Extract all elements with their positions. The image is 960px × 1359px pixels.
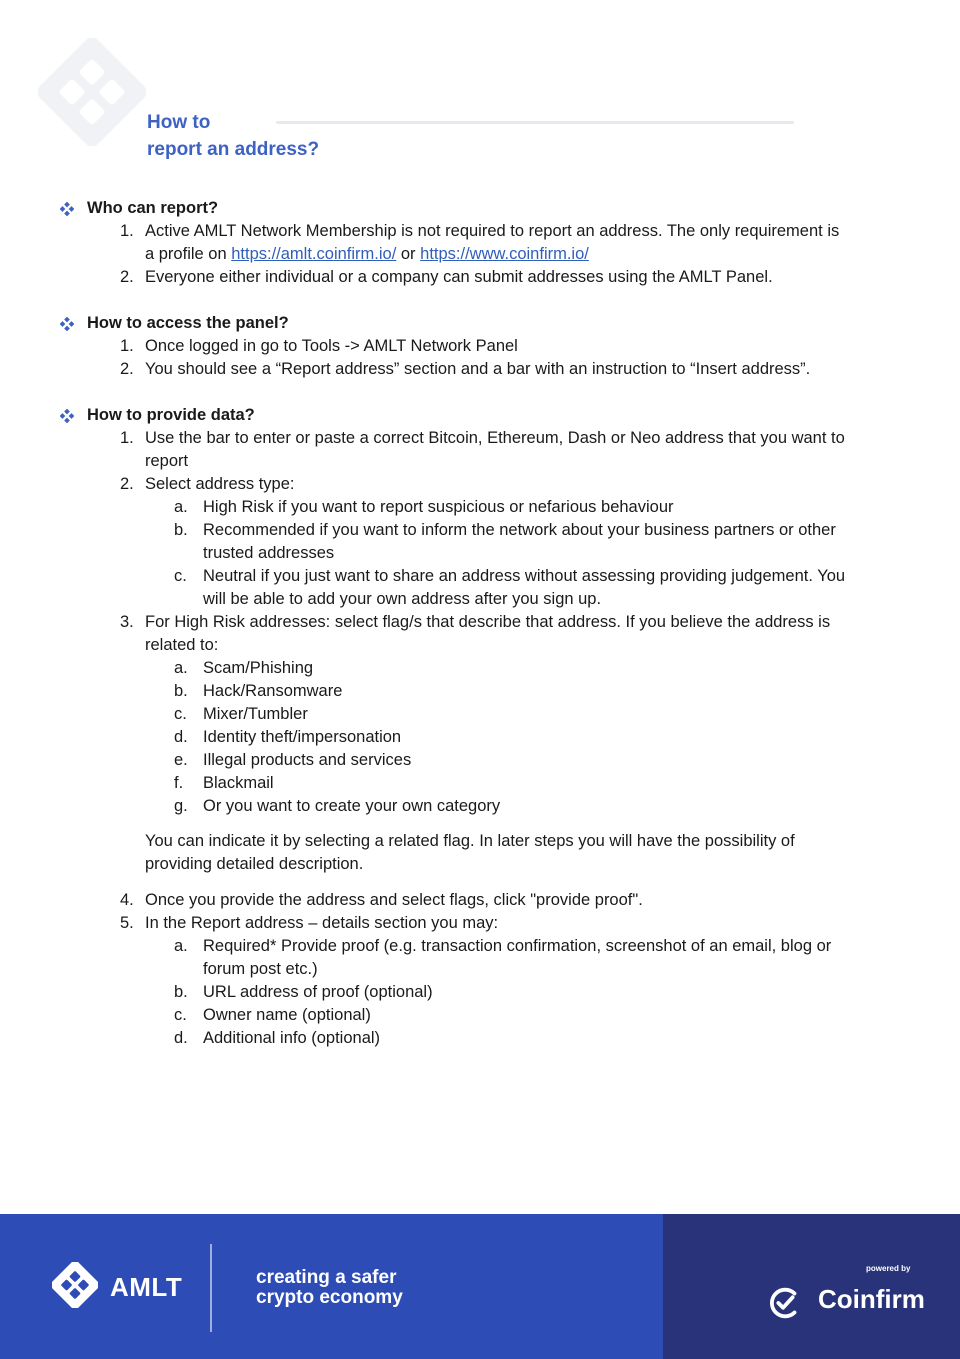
coinfirm-logo-icon [766,1284,804,1322]
list-number: 5. [120,914,134,932]
tagline [256,1268,403,1308]
sub-list-item [60,795,850,818]
sub-list-item [60,657,850,680]
sub-list-text: Recommended if you want to inform the network about your business partners or other trusted addresses [203,521,836,562]
sub-list-text: High Risk if you want to report suspicious or nefarious behaviour [203,498,674,516]
list-item-text: You should see a “Report address” section and a bar with an instruction to “Insert address”. [145,360,811,378]
sub-list-letter: g. [174,797,188,815]
sub-list-item [60,680,850,703]
sub-list-text: Illegal products and services [203,751,412,769]
sub-list-item [60,749,850,772]
sub-list-letter: d. [174,1029,188,1047]
page-title [147,109,319,163]
diamond-cluster-icon [60,409,74,423]
list-item-text: Select address type: [145,475,295,493]
list-number: 2. [120,360,134,378]
list-item [60,912,850,935]
diamond-cluster-icon [60,202,74,216]
sub-list-text: Required* Provide proof (e.g. transaction confirmation, screenshot of an email, blog or forum post etc.) [203,937,832,978]
sub-list-text: Hack/Ransomware [203,682,343,700]
list-item [60,335,850,358]
sub-list-letter: c. [174,1006,187,1024]
sub-list-text: Or you want to create your own category [203,797,501,815]
list-item [60,427,850,473]
list-item [60,266,850,289]
sub-list-letter: b. [174,983,188,1001]
sub-list-letter: c. [174,705,187,723]
powered-by-label: powered by [866,1264,911,1273]
diamond-cluster-icon [60,317,74,331]
document-body [60,197,850,1073]
sub-list-text: Blackmail [203,774,274,792]
sub-list-text: Scam/Phishing [203,659,314,677]
sub-list-text: Neutral if you just want to share an address without assessing providing judgement. You will be able to add your own address after you sign up. [203,567,846,608]
sub-list-text: URL address of proof (optional) [203,983,433,1001]
ordered-list [60,335,850,381]
list-number: 3. [120,613,134,631]
list-item-text: For High Risk addresses: select flag/s that describe that address. If you believe the address is related to: [145,613,831,654]
sub-list-item [60,1027,850,1050]
heading-text: Who can report? [87,199,219,217]
sub-list-item [60,981,850,1004]
sub-list-text: Identity theft/impersonation [203,728,402,746]
sub-list-text: Owner name (optional) [203,1006,371,1024]
sub-list-item [60,726,850,749]
list-number: 1. [120,222,134,240]
tagline-line-2: crypto economy [256,1287,403,1308]
list-item-text: Use the bar to enter or paste a correct Bitcoin, Ethereum, Dash or Neo address that you want to report [145,429,845,470]
ordered-list [60,427,850,1050]
amlt-profile-link[interactable]: https://amlt.coinfirm.io/ [231,245,397,263]
list-item [60,889,850,912]
title-line-2: report an address? [147,139,320,160]
sub-list-letter: e. [174,751,188,769]
list-item [60,611,850,657]
list-number: 2. [120,268,134,286]
list-item-text: Active AMLT Network Membership is not required to report an address. The only requirement is a profile on [145,222,840,263]
watermark-logo-icon [38,38,146,146]
footer-divider [210,1244,212,1332]
section-who-can-report [60,197,850,289]
section-access-panel [60,312,850,381]
sub-list-item [60,703,850,726]
sub-list-item [60,565,850,611]
sub-list-letter: a. [174,659,188,677]
sub-list-text: Mixer/Tumbler [203,705,308,723]
heading-text: How to access the panel? [87,314,289,332]
section-provide-data [60,404,850,1050]
sub-list-text: Additional info (optional) [203,1029,381,1047]
list-item-text: Once you provide the address and select flags, click "provide proof". [145,891,643,909]
section-heading [60,312,850,335]
sub-list-letter: b. [174,682,188,700]
partner-name: Coinfirm [818,1284,925,1314]
sub-list-item [60,772,850,795]
sub-list-letter: d. [174,728,188,746]
coinfirm-site-link[interactable]: https://www.coinfirm.io/ [420,245,589,263]
list-item [60,220,850,266]
list-number: 1. [120,337,134,355]
sub-list-item [60,935,850,981]
sub-list-item [60,1004,850,1027]
sub-list-letter: a. [174,937,188,955]
list-item [60,473,850,496]
list-item-text: Everyone either individual or a company can submit addresses using the AMLT Panel. [145,268,773,286]
list-item-text: Once logged in go to Tools -> AMLT Network Panel [145,337,518,355]
section-heading [60,404,850,427]
list-number: 2. [120,475,134,493]
sub-list-letter: f. [174,774,184,792]
tagline-line-1: creating a safer [256,1267,397,1288]
footer-banner [0,1214,960,1359]
list-number: 1. [120,429,134,447]
section-heading [60,197,850,220]
sub-list-letter: c. [174,567,187,585]
flag-note-paragraph: You can indicate it by selecting a related flag. In later steps you will have the possibility of providing detailed description. [145,832,795,873]
sub-list-item [60,519,850,565]
heading-text: How to provide data? [87,406,255,424]
list-item-text: In the Report address – details section you may: [145,914,499,932]
title-line-1: How to [147,112,211,133]
amlt-logo-icon [52,1262,98,1308]
list-item-text-join: or [396,245,421,263]
list-number: 4. [120,891,134,909]
brand-name: AMLT [110,1272,183,1302]
list-item [60,358,850,381]
ordered-list [60,220,850,289]
title-divider [276,121,794,124]
sub-list-item [60,496,850,519]
sub-list-letter: a. [174,498,188,516]
sub-list-letter: b. [174,521,188,539]
